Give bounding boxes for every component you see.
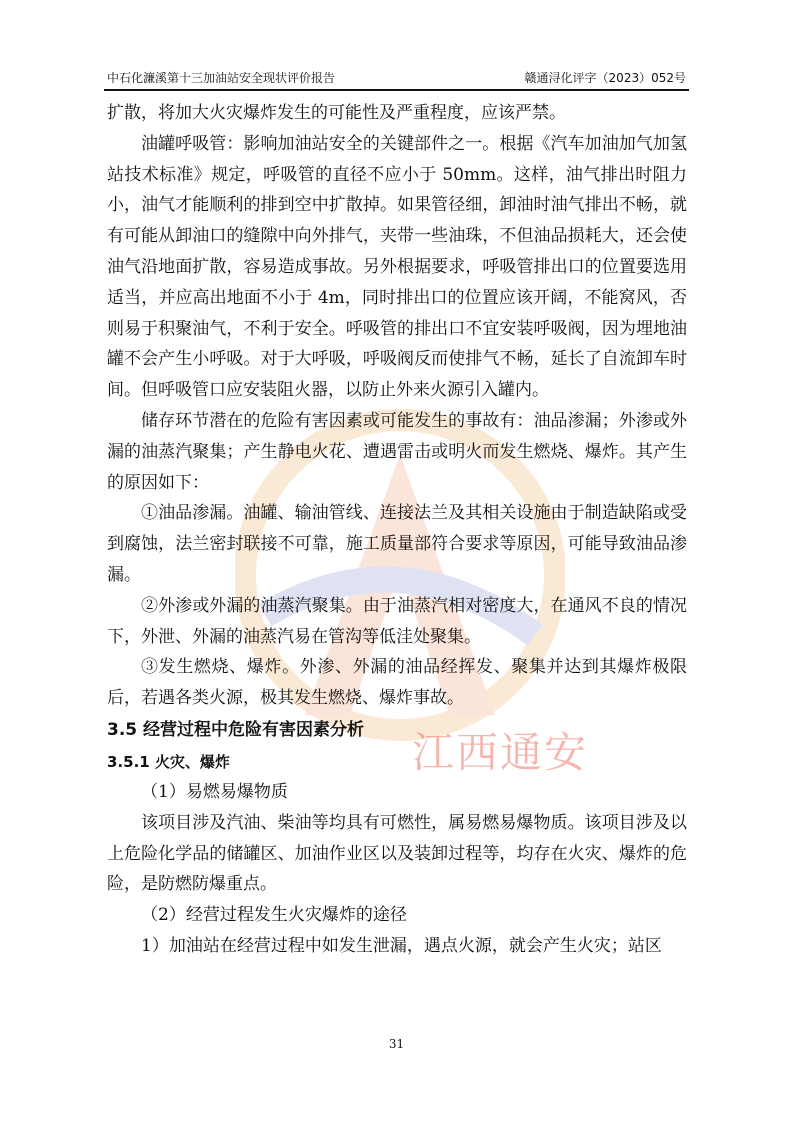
header-report-number: 赣通浔化评字（2023）052号 bbox=[524, 71, 686, 85]
watermark-text: 江西通安 bbox=[412, 728, 589, 777]
page-number: 31 bbox=[388, 1037, 405, 1051]
document-body bbox=[107, 98, 687, 962]
subheading-fire-pathways: （2）经营过程发生火灾爆炸的途径 bbox=[141, 905, 407, 926]
paragraph-vapor-accumulation: ②外渗或外漏的油蒸汽聚集。由于油蒸汽相对密度大，在通风不良的情况下，外泄、外漏的油蒸汽易在管沟等低洼处聚集。 bbox=[107, 595, 687, 647]
subheading-flammable-substances: （1）易燃易爆物质 bbox=[141, 781, 288, 802]
paragraph-continuation: 扩散，将加大火灾爆炸发生的可能性及严重程度，应该严禁。 bbox=[107, 103, 566, 123]
paragraph-combustion: ③发生燃烧、爆炸。外渗、外漏的油品经挥发、聚集并达到其爆炸极限后，若遇各类火源，极其发生燃烧、爆炸事故。 bbox=[107, 657, 687, 709]
section-heading-3-5-1: 3.5.1 火灾、爆炸 bbox=[107, 752, 230, 771]
paragraph-oil-leakage: ①油品渗漏。油罐、输油管线、连接法兰及其相关设施由于制造缺陷或受到腐蚀，法兰密封联接不可靠，施工质量部符合要求等原因，可能导致油品渗漏。 bbox=[107, 503, 687, 585]
paragraph-flammable-substances: 该项目涉及汽油、柴油等均具有可燃性，属易燃易爆物质。该项目涉及以上危险化学品的储罐区、加油作业区以及装卸过程等，均存在火灾、爆炸的危险，是防燃防爆重点。 bbox=[107, 812, 687, 895]
paragraph-storage-hazards: 储存环节潜在的危险有害因素或可能发生的事故有：油品渗漏；外渗或外漏的油蒸汽聚集；产生静电火花、遭遇雷击或明火而发生燃烧、爆炸。其产生的原因如下： bbox=[107, 410, 687, 493]
paragraph-leak-ignition: 1）加油站在经营过程中如发生泄漏，遇点火源，就会产生火灾；站区 bbox=[141, 935, 662, 956]
paragraph-breather-pipe: 油罐呼吸管：影响加油站安全的关键部件之一。根据《汽车加油加气加氢站技术标准》规定，呼吸管的直径不应小于 50mm。这样，油气排出时阻力小，油气才能顺利的排到空中扩散掉。如果管径细，卸油时油气排出不畅，就有可能从卸油口的缝隙中向外排气，夹带一些油珠，不但油品损耗大，还会使油气沿地面扩散，容易造成事故。另外根据要求，呼吸管排出口的位置要选用适当，并应高出地面不小于 4m，同时排出口的位置应该开阔，不能窝风，否则易于积聚油气，不利于安全。呼吸管的排出口不宜安装呼吸阀，因为埋地油罐不会产生小呼吸。对于大呼吸，呼吸阀反而使排气不畅，延长了自流卸车时间。但呼吸管口应安装阻火器，以防止外来火源引入罐内。 bbox=[107, 133, 687, 401]
header-report-title: 中石化濂溪第十三加油站安全现状评价报告 bbox=[107, 71, 336, 85]
section-heading-3-5: 3.5 经营过程中危险有害因素分析 bbox=[107, 719, 365, 740]
header-rule bbox=[104, 89, 689, 91]
page-header bbox=[107, 66, 686, 86]
